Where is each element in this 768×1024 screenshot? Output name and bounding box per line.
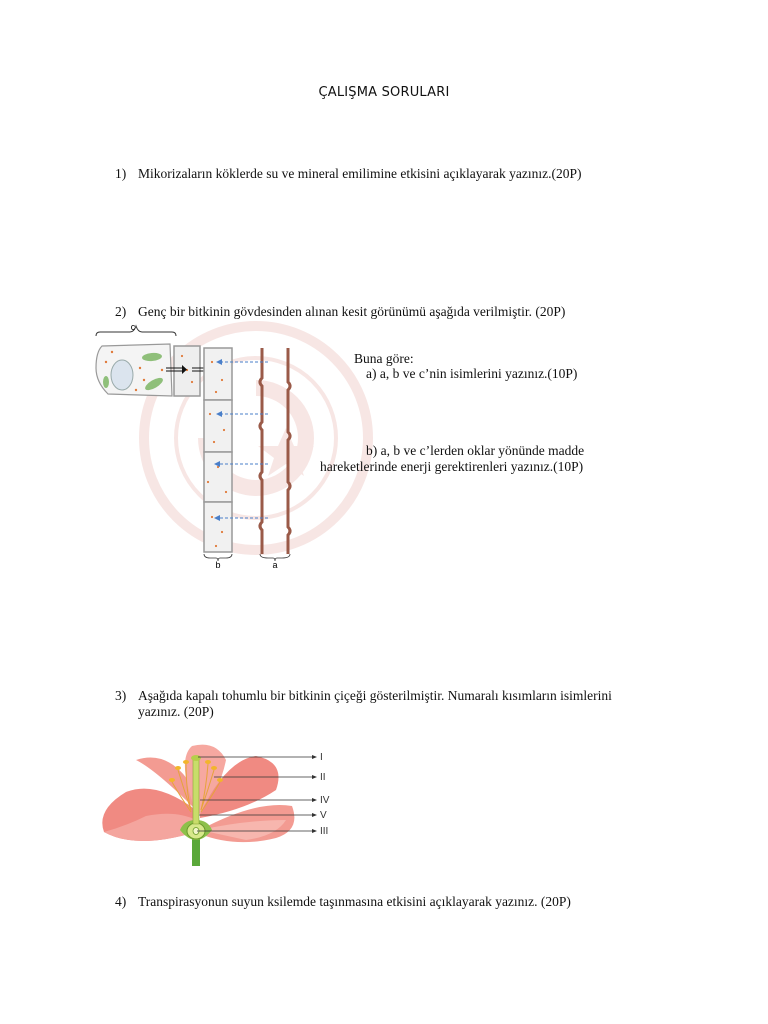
q2-intro: Buna göre: <box>354 351 414 366</box>
question-3 <box>115 688 655 720</box>
page-title: ÇALIŞMA SORULARI <box>318 85 450 100</box>
flower-label-3: IV <box>320 795 330 806</box>
question-number: 2) <box>115 304 127 319</box>
flower-label-2: II <box>320 772 326 783</box>
question-number: 1) <box>115 166 127 181</box>
flower-figure <box>96 740 336 866</box>
cell-section-figure <box>92 322 302 572</box>
question-2 <box>115 304 655 320</box>
question-1 <box>115 166 655 182</box>
q2-part-b-line2: hareketlerinde enerji gerektirenleri yazınız.(10P) <box>320 459 584 474</box>
q2-part-b-line1: b) a, b ve c’lerden oklar yönünde madde <box>366 443 585 458</box>
question-number: 4) <box>115 894 127 909</box>
question-4 <box>115 894 655 910</box>
question-text: Genç bir bitkinin gövdesinden alınan kesit görünümü aşağıda verilmiştir. (20P) <box>138 304 566 319</box>
label-b: b <box>215 560 221 570</box>
flower-label-1: I <box>320 752 323 763</box>
flower-label-5: III <box>320 826 329 837</box>
question-text: Mikorizaların köklerde su ve mineral emilimine etkisini açıklayarak yazınız.(20P) <box>138 166 582 181</box>
question-number: 3) <box>115 688 127 703</box>
question-text: Transpirasyonun suyun ksilemde taşınmasına etkisini açıklayarak yazınız. (20P) <box>138 894 571 909</box>
q2-part-a: a) a, b ve c’nin isimlerini yazınız.(10P) <box>366 366 578 381</box>
label-a: a <box>272 560 278 570</box>
flower-label-4: V <box>320 810 327 821</box>
question-text: Aşağıda kapalı tohumlu bir bitkinin çiçeği gösterilmiştir. Numaralı kısımların isimlerini yazınız. (20P) <box>138 688 612 719</box>
label-c: c <box>130 322 136 332</box>
